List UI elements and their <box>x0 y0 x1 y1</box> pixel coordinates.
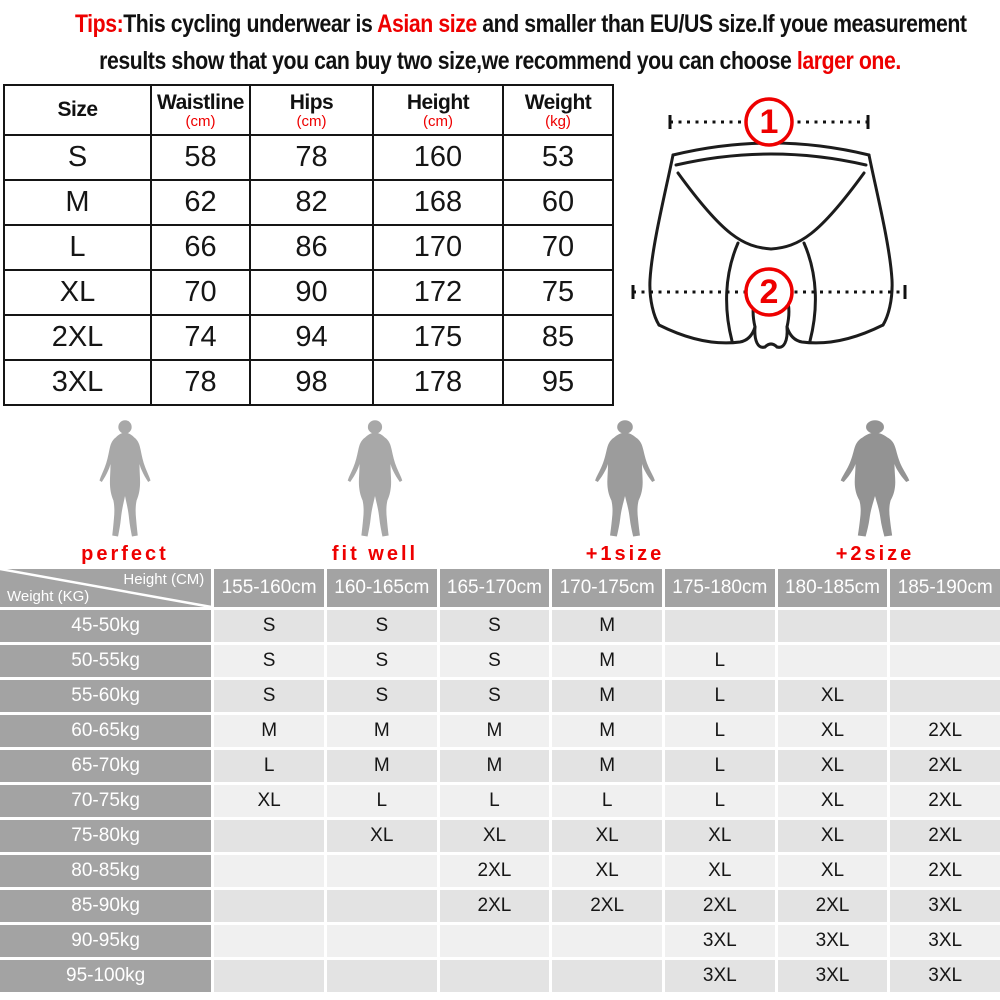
size-table-row <box>4 315 613 360</box>
matrix-cell: 2XL <box>890 715 1000 747</box>
matrix-cell: M <box>327 750 437 782</box>
matrix-cell: 3XL <box>665 925 775 957</box>
tips-highlight: Asian size <box>377 10 477 38</box>
matrix-row-label: 80-85kg <box>0 855 211 887</box>
matrix-cell: M <box>552 610 662 642</box>
matrix-cell <box>214 960 324 992</box>
matrix-row <box>0 890 1000 922</box>
matrix-cell: 2XL <box>440 890 550 922</box>
matrix-cell: 2XL <box>890 855 1000 887</box>
size-table-row <box>4 135 613 180</box>
matrix-cell: L <box>665 680 775 712</box>
matrix-cell: M <box>440 715 550 747</box>
matrix-cell: 2XL <box>778 890 888 922</box>
matrix-corner-cell <box>0 569 211 607</box>
matrix-cell: XL <box>778 715 888 747</box>
matrix-cell <box>214 925 324 957</box>
matrix-cell: L <box>440 785 550 817</box>
matrix-column-header: 185-190cm <box>890 569 1000 607</box>
size-table-cell: 60 <box>503 180 613 225</box>
size-table-cell: 168 <box>373 180 503 225</box>
matrix-cell: 3XL <box>890 890 1000 922</box>
matrix-cell: 3XL <box>778 925 888 957</box>
matrix-cell <box>665 610 775 642</box>
matrix-cell: 3XL <box>778 960 888 992</box>
corner-height-label: Height (CM) <box>123 571 205 588</box>
matrix-cell: 2XL <box>890 820 1000 852</box>
fit-label: +2size <box>835 543 915 565</box>
matrix-body <box>0 610 1000 992</box>
matrix-cell: M <box>552 680 662 712</box>
matrix-row <box>0 680 1000 712</box>
matrix-cell: S <box>440 680 550 712</box>
fit-item <box>250 408 500 566</box>
matrix-cell <box>327 925 437 957</box>
matrix-row-label: 60-65kg <box>0 715 211 747</box>
matrix-cell: M <box>440 750 550 782</box>
waist-marker <box>746 99 792 145</box>
measurement-diagram <box>628 95 958 395</box>
size-table-cell: 70 <box>503 225 613 270</box>
matrix-cell <box>327 960 437 992</box>
matrix-cell <box>890 645 1000 677</box>
matrix-cell: L <box>665 785 775 817</box>
matrix-row-label: 50-55kg <box>0 645 211 677</box>
size-table-row <box>4 225 613 270</box>
matrix-header-row <box>0 569 1000 607</box>
size-table-row <box>4 270 613 315</box>
matrix-cell: 2XL <box>890 785 1000 817</box>
matrix-cell: S <box>327 645 437 677</box>
matrix-cell: S <box>214 680 324 712</box>
matrix-cell: XL <box>552 820 662 852</box>
size-table-cell: 70 <box>151 270 250 315</box>
size-table-cell: 62 <box>151 180 250 225</box>
hips-marker <box>746 269 792 315</box>
matrix-row-label: 45-50kg <box>0 610 211 642</box>
matrix-row <box>0 610 1000 642</box>
matrix-cell: 3XL <box>890 925 1000 957</box>
matrix-cell <box>327 855 437 887</box>
size-table-body <box>4 135 613 405</box>
fit-label: +1size <box>585 543 665 565</box>
matrix-cell: XL <box>778 855 888 887</box>
size-table-cell: 86 <box>250 225 373 270</box>
matrix-cell: XL <box>327 820 437 852</box>
size-table-cell: 82 <box>250 180 373 225</box>
matrix-cell: 3XL <box>890 960 1000 992</box>
matrix-row <box>0 785 1000 817</box>
size-table-cell: L <box>4 225 151 270</box>
size-table-cell: 98 <box>250 360 373 405</box>
size-column-unit: (cm) <box>185 112 216 130</box>
matrix-cell <box>890 680 1000 712</box>
matrix-cell <box>778 610 888 642</box>
matrix-cell: 2XL <box>665 890 775 922</box>
matrix-row-label: 75-80kg <box>0 820 211 852</box>
tips-segment: results show that you can buy two size,we recommend you can choose <box>99 47 797 75</box>
size-column-header <box>4 85 151 135</box>
size-column-header <box>373 85 503 135</box>
matrix-row <box>0 645 1000 677</box>
matrix-cell <box>440 960 550 992</box>
size-table-cell: 58 <box>151 135 250 180</box>
size-table-cell: 3XL <box>4 360 151 405</box>
fit-item <box>0 408 250 566</box>
matrix-cell <box>327 890 437 922</box>
matrix-cell: XL <box>552 855 662 887</box>
size-matrix-section <box>0 566 1000 995</box>
matrix-cell: S <box>440 610 550 642</box>
matrix-row-label: 95-100kg <box>0 960 211 992</box>
matrix-cell <box>214 855 324 887</box>
person-icon <box>836 420 914 540</box>
matrix-row <box>0 820 1000 852</box>
matrix-cell <box>440 925 550 957</box>
matrix-cell: S <box>214 610 324 642</box>
tips-segment: This cycling underwear is <box>123 10 378 38</box>
matrix-cell <box>552 925 662 957</box>
person-icon <box>96 420 154 540</box>
tips-text <box>75 6 967 80</box>
size-table-cell: 78 <box>151 360 250 405</box>
matrix-cell: 2XL <box>890 750 1000 782</box>
matrix-column-header: 155-160cm <box>214 569 324 607</box>
matrix-row <box>0 960 1000 992</box>
size-column-label: Hips <box>289 90 334 114</box>
size-table-cell: 160 <box>373 135 503 180</box>
matrix-column-header: 180-185cm <box>778 569 888 607</box>
matrix-cell: 2XL <box>552 890 662 922</box>
size-table-cell: 172 <box>373 270 503 315</box>
matrix-cell: M <box>552 645 662 677</box>
matrix-row <box>0 925 1000 957</box>
size-column-label: Weight <box>524 90 592 114</box>
fit-label: perfect <box>81 543 169 565</box>
size-table-cell: 94 <box>250 315 373 360</box>
matrix-row <box>0 750 1000 782</box>
tips-highlight: larger one. <box>796 47 901 75</box>
matrix-cell <box>214 820 324 852</box>
size-table-cell: 66 <box>151 225 250 270</box>
matrix-row <box>0 855 1000 887</box>
size-column-label: Height <box>406 90 470 114</box>
matrix-cell: XL <box>778 750 888 782</box>
tips-segment: and smaller than EU/US size.If youe measurement <box>476 10 967 38</box>
fit-label: fit well <box>331 543 419 565</box>
matrix-cell: M <box>327 715 437 747</box>
marker-1-number: 1 <box>759 103 779 141</box>
matrix-row-label: 65-70kg <box>0 750 211 782</box>
matrix-cell <box>778 645 888 677</box>
matrix-cell: 3XL <box>665 960 775 992</box>
size-table <box>3 84 614 406</box>
matrix-cell: XL <box>214 785 324 817</box>
size-table-cell: 85 <box>503 315 613 360</box>
matrix-cell: L <box>665 750 775 782</box>
matrix-cell: M <box>214 715 324 747</box>
fit-guide <box>0 408 1000 566</box>
matrix-cell: M <box>552 715 662 747</box>
underwear-drawing-icon <box>628 95 958 395</box>
matrix-cell <box>552 960 662 992</box>
matrix-column-header: 170-175cm <box>552 569 662 607</box>
size-table-cell: 90 <box>250 270 373 315</box>
size-table-cell: 75 <box>503 270 613 315</box>
fit-item <box>500 408 750 566</box>
matrix-cell: XL <box>665 855 775 887</box>
size-table-cell: 78 <box>250 135 373 180</box>
matrix-cell <box>214 890 324 922</box>
matrix-cell: S <box>440 645 550 677</box>
size-table-cell: 170 <box>373 225 503 270</box>
size-table-header-row <box>4 85 613 135</box>
size-table-row <box>4 360 613 405</box>
matrix-row-label: 55-60kg <box>0 680 211 712</box>
size-column-header <box>503 85 613 135</box>
marker-2-number: 2 <box>759 273 779 311</box>
matrix-row <box>0 715 1000 747</box>
person-icon <box>344 420 406 540</box>
size-table-row <box>4 180 613 225</box>
size-column-label: Waistline <box>157 90 244 114</box>
size-column-unit: (kg) <box>545 112 571 130</box>
size-table-cell: 53 <box>503 135 613 180</box>
matrix-cell: L <box>327 785 437 817</box>
size-table-cell: 95 <box>503 360 613 405</box>
matrix-cell: S <box>327 680 437 712</box>
matrix-column-header: 160-165cm <box>327 569 437 607</box>
matrix-row-label: 70-75kg <box>0 785 211 817</box>
matrix-cell: XL <box>778 680 888 712</box>
size-column-unit: (cm) <box>423 112 453 130</box>
matrix-cell: S <box>214 645 324 677</box>
matrix-cell: XL <box>440 820 550 852</box>
matrix-row-label: 85-90kg <box>0 890 211 922</box>
corner-weight-label: Weight (KG) <box>7 588 90 605</box>
size-column-label: Size <box>57 98 98 121</box>
size-table-cell: 178 <box>373 360 503 405</box>
size-matrix-table <box>0 566 1000 995</box>
matrix-cell: L <box>214 750 324 782</box>
fit-item <box>750 408 1000 566</box>
matrix-cell: M <box>552 750 662 782</box>
matrix-column-header: 175-180cm <box>665 569 775 607</box>
tips-highlight: Tips: <box>75 10 124 38</box>
matrix-cell <box>890 610 1000 642</box>
size-table-cell: 175 <box>373 315 503 360</box>
matrix-cell: 2XL <box>440 855 550 887</box>
matrix-cell: L <box>665 715 775 747</box>
size-table-cell: XL <box>4 270 151 315</box>
matrix-cell: XL <box>665 820 775 852</box>
matrix-row-label: 90-95kg <box>0 925 211 957</box>
size-table-cell: M <box>4 180 151 225</box>
person-icon <box>591 420 659 540</box>
matrix-column-header: 165-170cm <box>440 569 550 607</box>
matrix-cell: L <box>665 645 775 677</box>
size-table-cell: S <box>4 135 151 180</box>
matrix-cell: S <box>327 610 437 642</box>
size-table-cell: 2XL <box>4 315 151 360</box>
size-column-unit: (cm) <box>296 112 327 130</box>
matrix-cell: XL <box>778 820 888 852</box>
size-column-header <box>250 85 373 135</box>
matrix-cell: L <box>552 785 662 817</box>
size-column-header <box>151 85 250 135</box>
matrix-cell: XL <box>778 785 888 817</box>
size-table-cell: 74 <box>151 315 250 360</box>
